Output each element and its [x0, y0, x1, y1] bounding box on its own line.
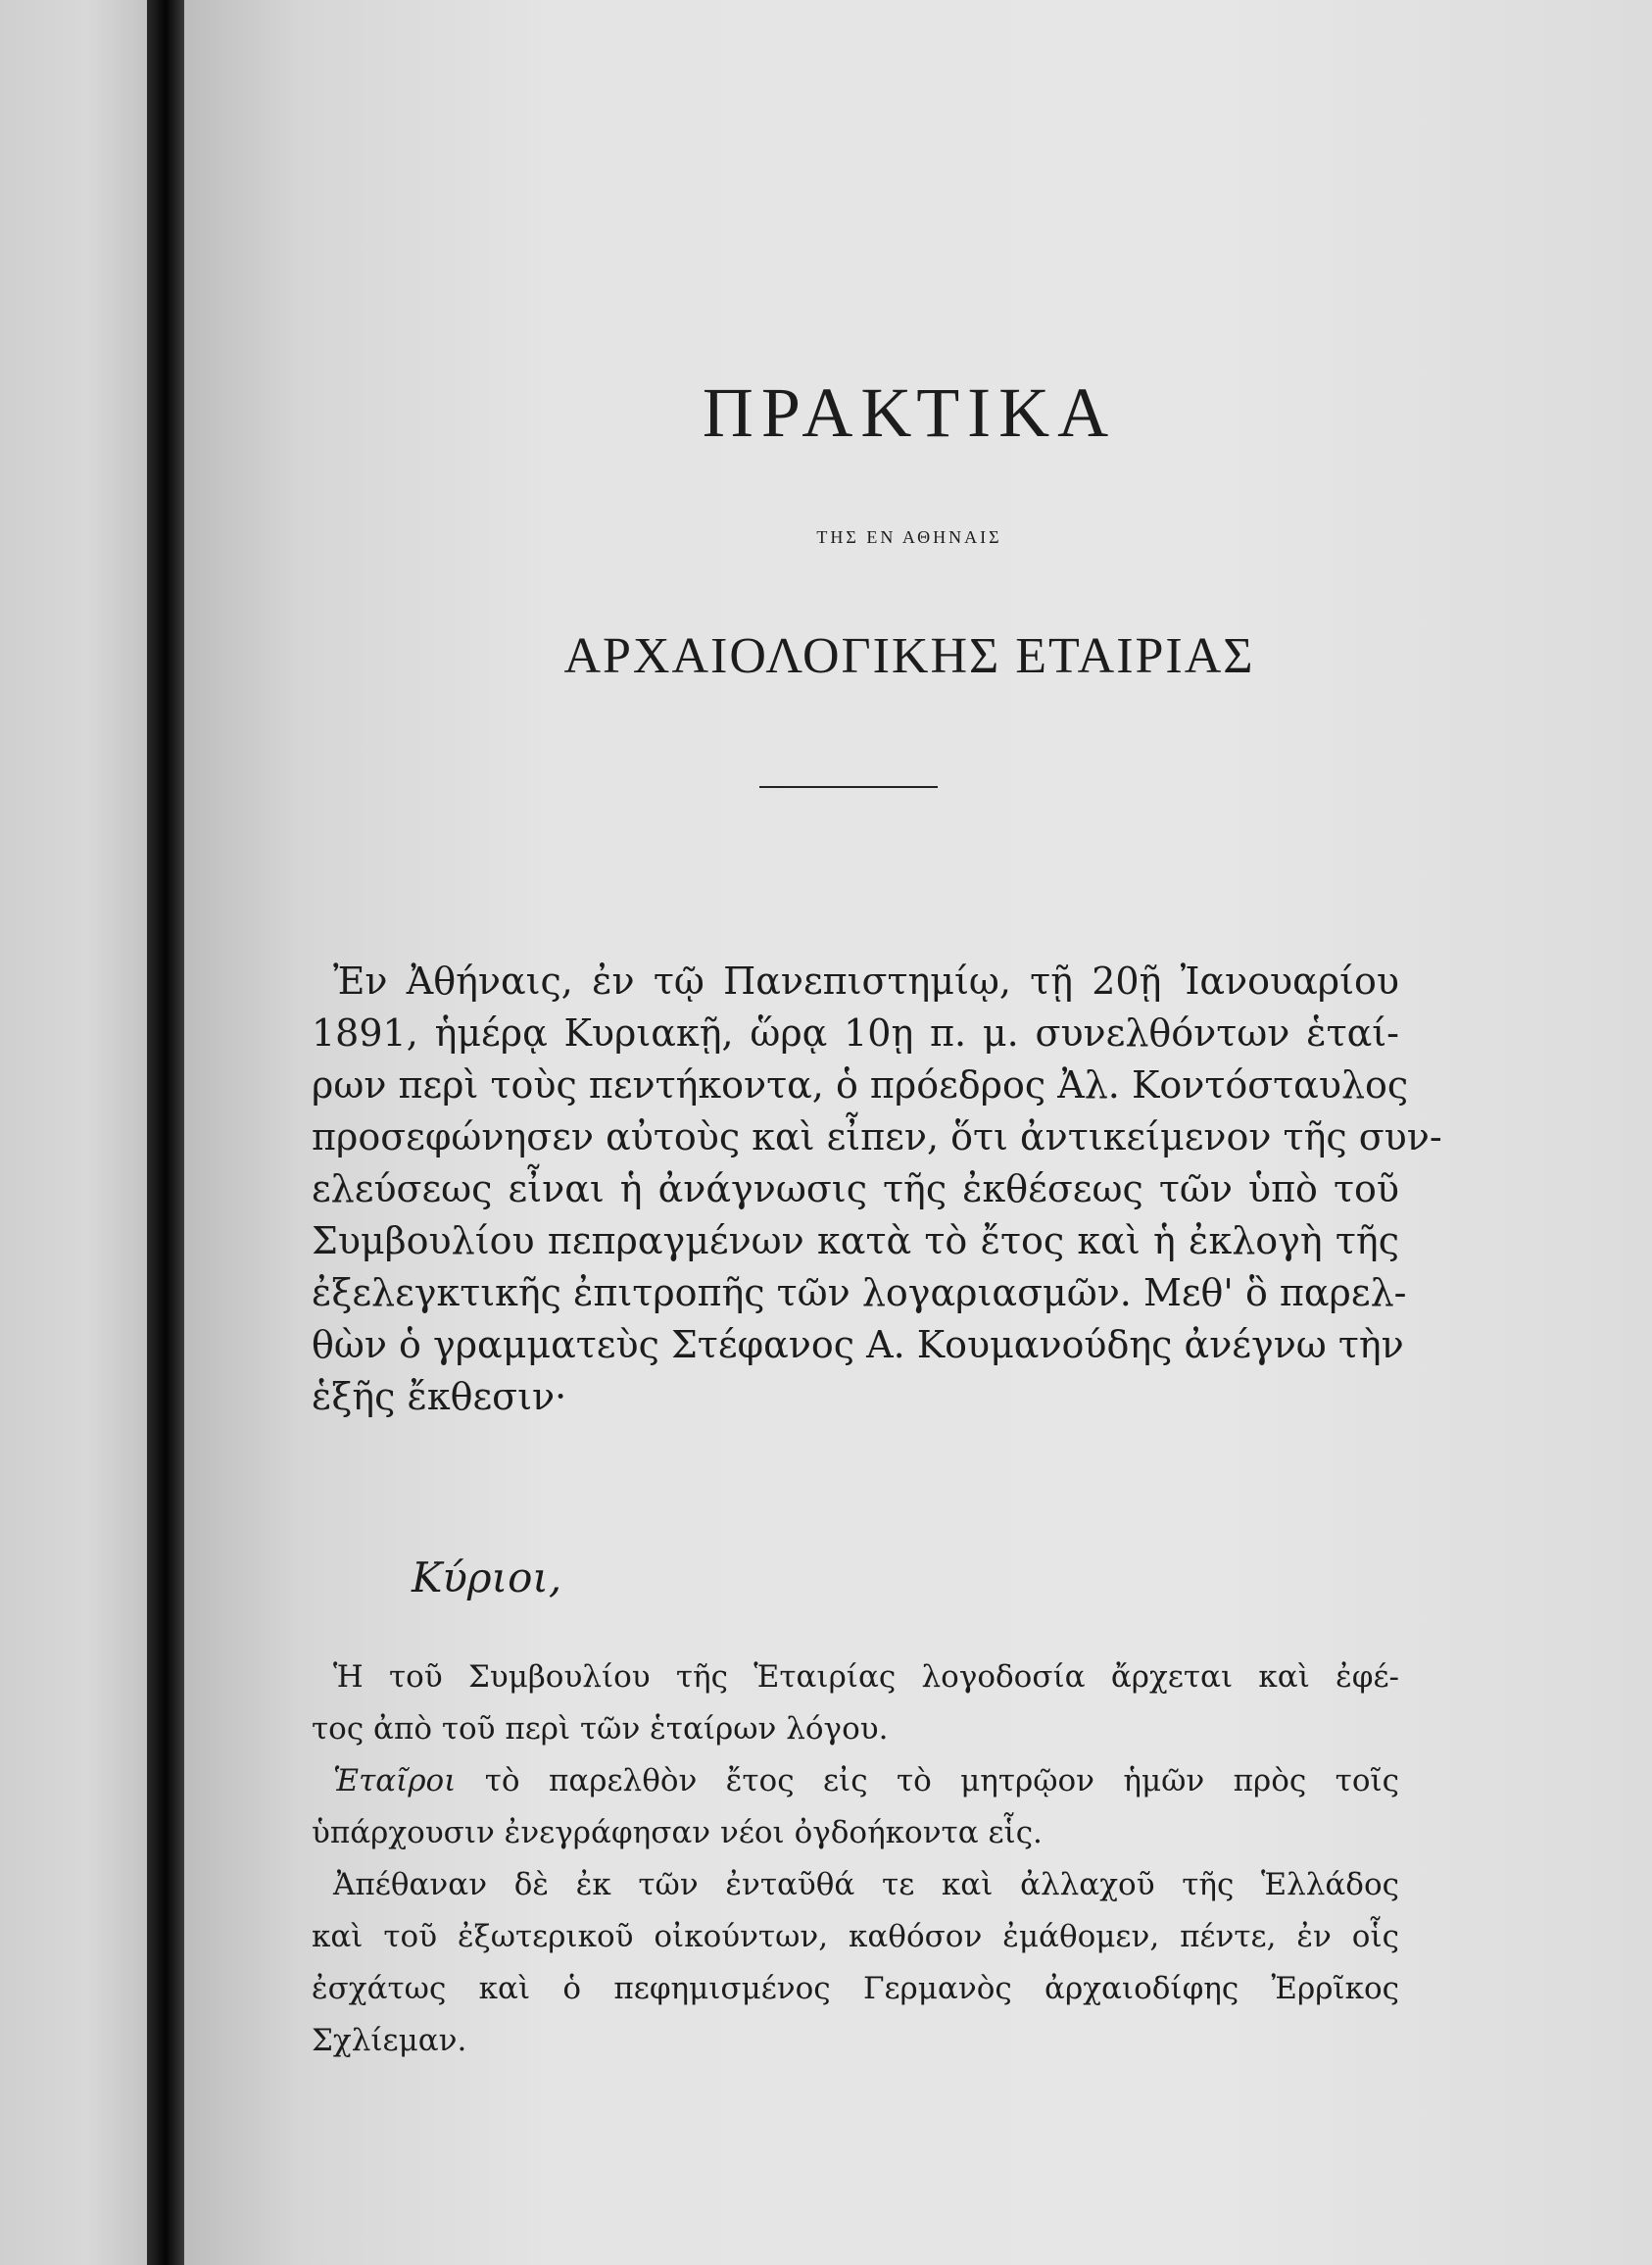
- text-fragment: τὸ παρελθὸν ἔτος εἰς τὸ μητρῷον ἡμῶν πρὸς τοῖς: [456, 1763, 1399, 1798]
- text-line: Σχλίεμαν.: [312, 2023, 467, 2058]
- text-line: προσεφώνησεν αὐτοὺς καὶ εἶπεν, ὅτι ἀντικείμενον τῆς συν-: [312, 1115, 1442, 1158]
- text-line: ἑξῆς ἔκθεσιν·: [312, 1375, 567, 1418]
- text-line: ἐσχάτως καὶ ὁ πεφημισμένος Γερμανὸς ἀρχαιοδίφης Ἐρρῖκος: [312, 1971, 1399, 2006]
- text-line: τος ἀπὸ τοῦ περὶ τῶν ἑταίρων λόγου.: [312, 1711, 889, 1747]
- section-divider: [759, 786, 938, 788]
- text-line: Ἀπέθαναν δὲ ἐκ τῶν ἐνταῦθά τε καὶ ἀλλαχοῦ τῆς Ἑλλάδος: [333, 1867, 1399, 1902]
- emphasis-word: Ἑταῖροι: [333, 1763, 457, 1798]
- text-line: Ἐν Ἀθήναις, ἐν τῷ Πανεπιστημίῳ, τῇ 20ῇ Ἰανουαρίου: [333, 960, 1399, 1003]
- text-line: Συμβουλίου πεπραγμένων κατὰ τὸ ἔτος καὶ ἡ ἐκλογὴ τῆς: [312, 1219, 1399, 1262]
- text-line: καὶ τοῦ ἐξωτερικοῦ οἰκούντων, καθόσον ἐμάθομεν, πέντε, ἐν οἷς: [312, 1919, 1399, 1954]
- text-line: ρων περὶ τοὺς πεντήκοντα, ὁ πρόεδρος Ἀλ. Κοντόσταυλος: [312, 1063, 1409, 1107]
- text-line: ελεύσεως εἶναι ἡ ἀνάγνωσις τῆς ἐκθέσεως τῶν ὑπὸ τοῦ: [312, 1167, 1399, 1210]
- text-line: [312, 1755, 1399, 1807]
- text-line: ἐξελεγκτικῆς ἐπιτροπῆς τῶν λογαριασμῶν. Μεθ' ὃ παρελ-: [312, 1271, 1407, 1314]
- page-title: ΠΡΑΚΤΙΚΑ: [702, 373, 1117, 452]
- subtitle-society: ΑΡΧΑΙΟΛΟΓΙΚΗΣ ΕΤΑΙΡΙΑΣ: [563, 628, 1255, 684]
- intro-paragraph: [312, 956, 1442, 1423]
- facing-page-edge: [0, 0, 147, 2265]
- text-line: Ἡ τοῦ Συμβουλίου τῆς Ἑταιρίας λογοδοσία ἄρχεται καὶ ἐφέ-: [333, 1659, 1399, 1695]
- text-line: ὑπάρχουσιν ἐνεγράφησαν νέοι ὀγδοήκοντα εἷς.: [312, 1815, 1043, 1850]
- salutation: Κύριοι,: [412, 1553, 562, 1601]
- text-line: θὼν ὁ γραμματεὺς Στέφανος Α. Κουμανούδης ἀνέγνω τὴν: [312, 1323, 1404, 1366]
- text-line: 1891, ἡμέρᾳ Κυριακῇ, ὥρᾳ 10ῃ π. μ. συνελθόντων ἑταί-: [312, 1011, 1399, 1055]
- report-text: [312, 1651, 1399, 2067]
- subtitle-location: ΤΗΣ ΕΝ ΑΘΗΝΑΙΣ: [816, 527, 1002, 547]
- book-spine-shadow: [147, 0, 184, 2265]
